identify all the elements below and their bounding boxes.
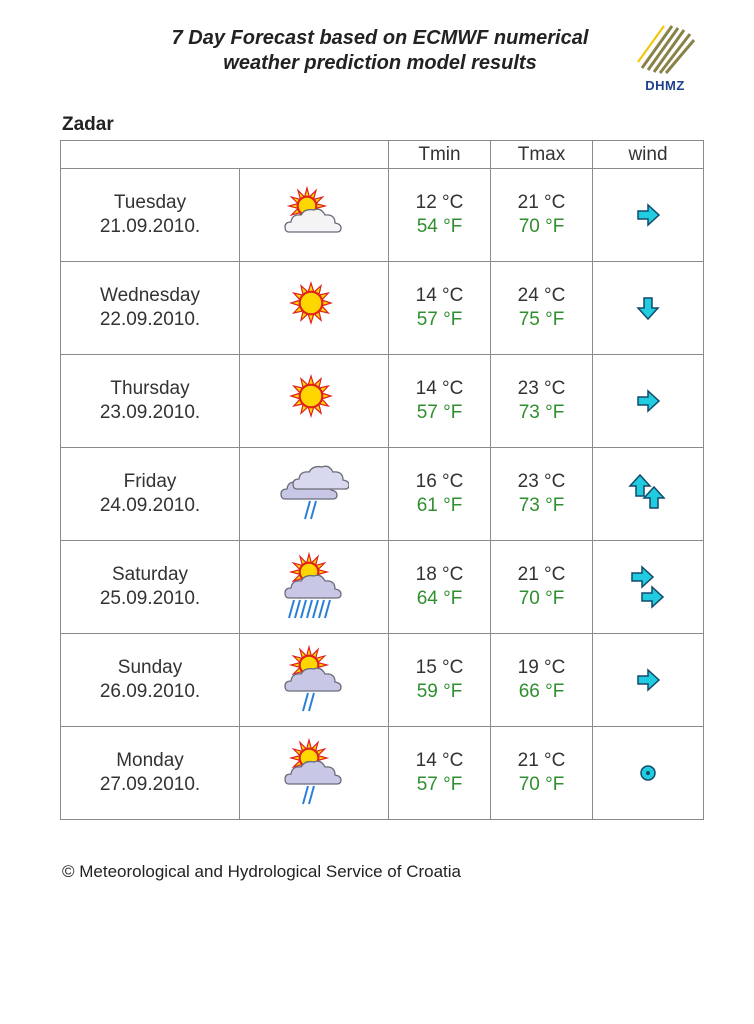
sun-icon xyxy=(279,273,349,343)
tmax-cell xyxy=(491,448,593,541)
tmax-cell xyxy=(491,634,593,727)
sun-cloud-rain-icon xyxy=(279,738,349,808)
day-cell xyxy=(61,541,240,634)
table-row xyxy=(61,262,704,355)
title-line-1: 7 Day Forecast based on ECMWF numerical xyxy=(171,27,589,49)
day-cell xyxy=(61,169,240,262)
day-date: 24.09.2010. xyxy=(99,495,201,516)
arrow-east-icon xyxy=(622,654,674,706)
tmin-fahrenheit: 57 °F xyxy=(416,774,463,795)
tmax-cell xyxy=(491,541,593,634)
weather-icon-cell xyxy=(240,541,389,634)
day-name: Friday xyxy=(123,471,177,492)
header-blank xyxy=(61,141,389,169)
table-row xyxy=(61,448,704,541)
tmin-cell xyxy=(389,169,491,262)
day-name: Monday xyxy=(116,750,184,771)
tmin-celsius: 18 °C xyxy=(415,564,464,585)
day-date: 25.09.2010. xyxy=(99,588,201,609)
day-cell xyxy=(61,262,240,355)
tmax-cell xyxy=(491,727,593,820)
day-date: 22.09.2010. xyxy=(99,309,201,330)
tmin-celsius: 12 °C xyxy=(415,192,464,213)
day-name: Sunday xyxy=(117,657,183,678)
tmax-celsius: 21 °C xyxy=(517,192,566,213)
wind-cell xyxy=(593,262,704,355)
tmax-fahrenheit: 70 °F xyxy=(518,588,565,609)
copyright-text: © Meteorological and Hydrological Service of Croatia xyxy=(62,862,461,881)
header-tmax: Tmax xyxy=(491,141,593,169)
tmax-fahrenheit: 73 °F xyxy=(518,402,565,423)
tmax-celsius: 24 °C xyxy=(517,285,566,306)
day-date: 21.09.2010. xyxy=(99,216,201,237)
table-row xyxy=(61,355,704,448)
arrow-east-icon xyxy=(622,375,674,427)
tmin-cell xyxy=(389,262,491,355)
tmin-cell xyxy=(389,448,491,541)
table-row xyxy=(61,169,704,262)
day-cell xyxy=(61,448,240,541)
wind-cell xyxy=(593,727,704,820)
tmax-fahrenheit: 70 °F xyxy=(518,774,565,795)
double-arrow-north-icon xyxy=(622,468,674,520)
day-name: Saturday xyxy=(111,564,189,585)
cloud-rain-icon xyxy=(279,459,349,529)
tmax-celsius: 23 °C xyxy=(517,378,566,399)
table-row xyxy=(61,634,704,727)
wind-cell xyxy=(593,448,704,541)
weather-icon-cell xyxy=(240,448,389,541)
tmin-fahrenheit: 61 °F xyxy=(416,495,463,516)
tmin-fahrenheit: 54 °F xyxy=(416,216,463,237)
tmin-fahrenheit: 64 °F xyxy=(416,588,463,609)
calm-circle-icon xyxy=(622,747,674,799)
tmin-cell xyxy=(389,634,491,727)
location-name: Zadar xyxy=(62,114,114,135)
wind-cell xyxy=(593,355,704,448)
header-wind: wind xyxy=(593,141,704,169)
wind-cell xyxy=(593,541,704,634)
table-header-row xyxy=(61,141,704,169)
weather-icon-cell xyxy=(240,169,389,262)
tmin-celsius: 14 °C xyxy=(415,285,464,306)
tmax-fahrenheit: 66 °F xyxy=(518,681,565,702)
tmin-cell xyxy=(389,541,491,634)
day-date: 27.09.2010. xyxy=(99,774,201,795)
arrow-south-icon xyxy=(622,282,674,334)
tmax-celsius: 19 °C xyxy=(517,657,566,678)
logo-swirl-icon xyxy=(630,18,700,78)
tmax-cell xyxy=(491,355,593,448)
sun-behind-cloud-icon xyxy=(279,180,349,250)
day-name: Thursday xyxy=(110,378,190,399)
sun-icon xyxy=(279,366,349,436)
tmin-fahrenheit: 57 °F xyxy=(416,309,463,330)
tmin-cell xyxy=(389,727,491,820)
tmin-cell xyxy=(389,355,491,448)
tmin-celsius: 16 °C xyxy=(415,471,464,492)
weather-icon-cell xyxy=(240,634,389,727)
tmin-fahrenheit: 59 °F xyxy=(416,681,463,702)
header-tmin: Tmin xyxy=(389,141,491,169)
tmax-celsius: 21 °C xyxy=(517,750,566,771)
double-arrow-east-icon xyxy=(622,561,674,613)
weather-icon-cell xyxy=(240,355,389,448)
day-cell xyxy=(61,634,240,727)
day-date: 23.09.2010. xyxy=(99,402,201,423)
tmin-fahrenheit: 57 °F xyxy=(416,402,463,423)
table-row xyxy=(61,541,704,634)
sun-cloud-rain-icon xyxy=(279,645,349,715)
tmin-celsius: 14 °C xyxy=(415,750,464,771)
sun-cloud-heavy-rain-icon xyxy=(279,552,349,622)
tmax-celsius: 23 °C xyxy=(517,471,566,492)
day-cell xyxy=(61,727,240,820)
day-cell xyxy=(61,355,240,448)
tmax-cell xyxy=(491,262,593,355)
day-name: Wednesday xyxy=(100,285,200,306)
table-row xyxy=(61,727,704,820)
page-title xyxy=(120,26,640,76)
weather-icon-cell xyxy=(240,262,389,355)
day-date: 26.09.2010. xyxy=(99,681,201,702)
tmax-fahrenheit: 70 °F xyxy=(518,216,565,237)
tmax-celsius: 21 °C xyxy=(517,564,566,585)
weather-icon-cell xyxy=(240,727,389,820)
arrow-east-icon xyxy=(622,189,674,241)
day-name: Tuesday xyxy=(113,192,187,213)
dhmz-logo xyxy=(630,18,700,98)
tmin-celsius: 14 °C xyxy=(415,378,464,399)
title-line-2: weather prediction model results xyxy=(223,52,537,74)
tmin-celsius: 15 °C xyxy=(415,657,464,678)
tmax-cell xyxy=(491,169,593,262)
wind-cell xyxy=(593,634,704,727)
tmax-fahrenheit: 73 °F xyxy=(518,495,565,516)
tmax-fahrenheit: 75 °F xyxy=(518,309,565,330)
forecast-table xyxy=(60,140,704,820)
logo-text: DHMZ xyxy=(645,78,685,93)
wind-cell xyxy=(593,169,704,262)
